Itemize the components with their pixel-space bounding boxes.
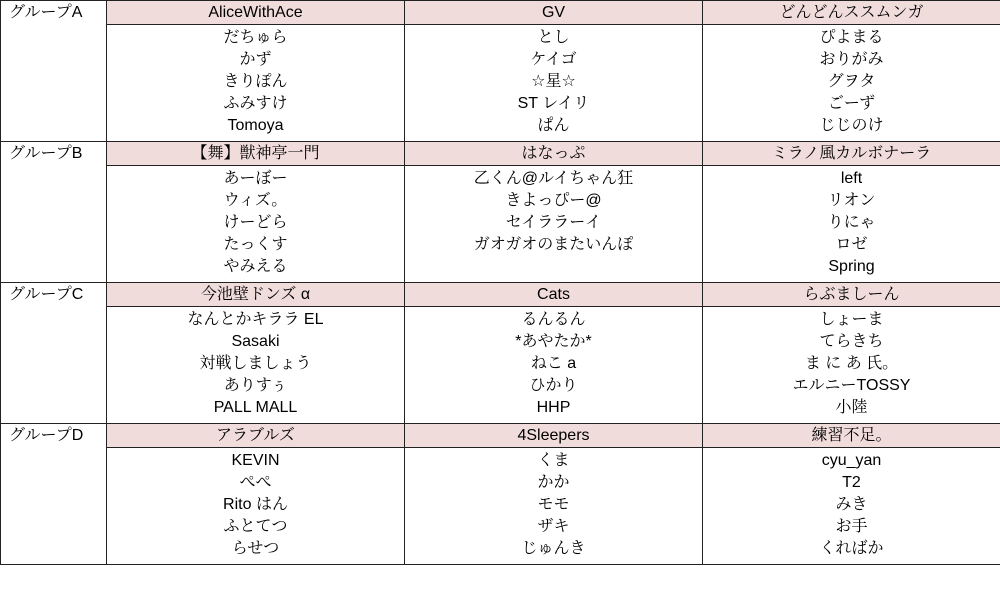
group-label: グループD: [1, 424, 107, 565]
member-name: くればか: [819, 540, 884, 557]
group-header-row: [1, 142, 1000, 166]
group-header-row: [1, 424, 1000, 448]
member-name: 小陸: [835, 399, 868, 416]
group-label: グループC: [1, 283, 107, 424]
team-members: [703, 307, 1000, 424]
member-name: きりぽん: [223, 73, 288, 90]
member-name: ザキ: [537, 518, 570, 535]
member-name: エルニーTOSSY: [792, 377, 911, 394]
member-name: ふとてつ: [223, 518, 288, 535]
member-name: ありすぅ: [223, 377, 288, 394]
member-name: モモ: [537, 496, 570, 513]
member-name: Tomoya: [227, 117, 284, 134]
member-name: なんとかキララ EL: [187, 311, 324, 328]
member-name: T2: [842, 474, 861, 491]
team-members: [405, 25, 703, 142]
member-name: ST レイリ: [517, 95, 590, 112]
member-name: Sasaki: [231, 333, 280, 350]
member-name: *あやたか*: [515, 333, 592, 350]
member-name: ま に あ 氏。: [804, 355, 899, 372]
team-members: [405, 448, 703, 565]
team-members: [703, 448, 1000, 565]
team-name: GV: [405, 1, 703, 25]
member-name: リオン: [827, 192, 876, 209]
member-name: だちゅら: [223, 29, 288, 46]
member-name: cyu_yan: [821, 452, 882, 469]
member-name: ウィズ。: [223, 192, 288, 209]
team-members: [107, 25, 405, 142]
group-header-row: [1, 283, 1000, 307]
member-name: けーどら: [223, 214, 288, 231]
member-name: left: [840, 170, 863, 187]
member-name: てらきち: [819, 333, 884, 350]
team-name: AliceWithAce: [107, 1, 405, 25]
team-members: [405, 166, 703, 283]
team-name: ミラノ風カルボナーラ: [703, 142, 1000, 166]
member-name: 乙くん@ルイちゃん狂: [473, 170, 634, 187]
member-name: しょーま: [819, 311, 884, 328]
team-name: はなっぷ: [405, 142, 703, 166]
member-name: じゅんき: [521, 540, 586, 557]
member-name: グヲタ: [827, 73, 876, 90]
member-name: ☆星☆: [531, 73, 576, 90]
team-name: アラブルズ: [107, 424, 405, 448]
member-name: Spring: [828, 258, 875, 275]
group-members-row: [1, 448, 1000, 565]
member-name: Rito はん: [223, 496, 288, 513]
group-label: グループA: [1, 1, 107, 142]
member-name: ロゼ: [835, 236, 868, 253]
team-members: [107, 448, 405, 565]
team-members: [107, 307, 405, 424]
member-name: お手: [835, 518, 868, 535]
member-name: あーぼー: [223, 170, 288, 187]
member-name: [405, 256, 702, 278]
member-name: ねこ a: [530, 355, 577, 372]
team-name: 【舞】獣神亭一門: [107, 142, 405, 166]
member-name: らせつ: [231, 540, 280, 557]
member-name: HHP: [536, 399, 571, 416]
member-name: 対戦しましょう: [199, 355, 312, 372]
member-name: ガオガオのまたいんぽ: [473, 236, 634, 253]
member-name: とし: [537, 29, 570, 46]
team-name: Cats: [405, 283, 703, 307]
member-name: やみえる: [223, 258, 288, 275]
team-members: [703, 25, 1000, 142]
member-name: じじのけ: [819, 117, 884, 134]
member-name: ふみすけ: [223, 95, 288, 112]
member-name: ぺぺ: [239, 474, 272, 491]
member-name: かず: [239, 51, 272, 68]
group-header-row: [1, 1, 1000, 25]
member-name: おりがみ: [819, 51, 884, 68]
group-members-row: [1, 166, 1000, 283]
group-table-body: [1, 1, 1000, 565]
member-name: ぴよまる: [819, 29, 884, 46]
group-members-row: [1, 307, 1000, 424]
member-name: りにゃ: [827, 214, 876, 231]
member-name: セイララーイ: [505, 214, 602, 231]
group-label: グループB: [1, 142, 107, 283]
member-name: KEVIN: [231, 452, 280, 469]
team-name: 練習不足。: [703, 424, 1000, 448]
member-name: たっくす: [223, 236, 288, 253]
team-members: [703, 166, 1000, 283]
member-name: みき: [835, 496, 868, 513]
member-name: ケイゴ: [530, 51, 577, 68]
team-name: どんどんススムンガ: [703, 1, 1000, 25]
team-members: [107, 166, 405, 283]
member-name: ごーず: [827, 95, 876, 112]
member-name: るんるん: [521, 311, 586, 328]
member-name: ぱん: [537, 117, 570, 134]
member-name: ひかり: [529, 377, 578, 394]
member-name: PALL MALL: [213, 399, 298, 416]
team-name: 4Sleepers: [405, 424, 703, 448]
team-name: らぶましーん: [703, 283, 1000, 307]
member-name: かか: [537, 474, 570, 491]
member-name: きよっぴー@: [505, 192, 602, 209]
group-members-row: [1, 25, 1000, 142]
member-name: くま: [537, 452, 570, 469]
team-members: [405, 307, 703, 424]
team-name: 今池壁ドンズ α: [107, 283, 405, 307]
